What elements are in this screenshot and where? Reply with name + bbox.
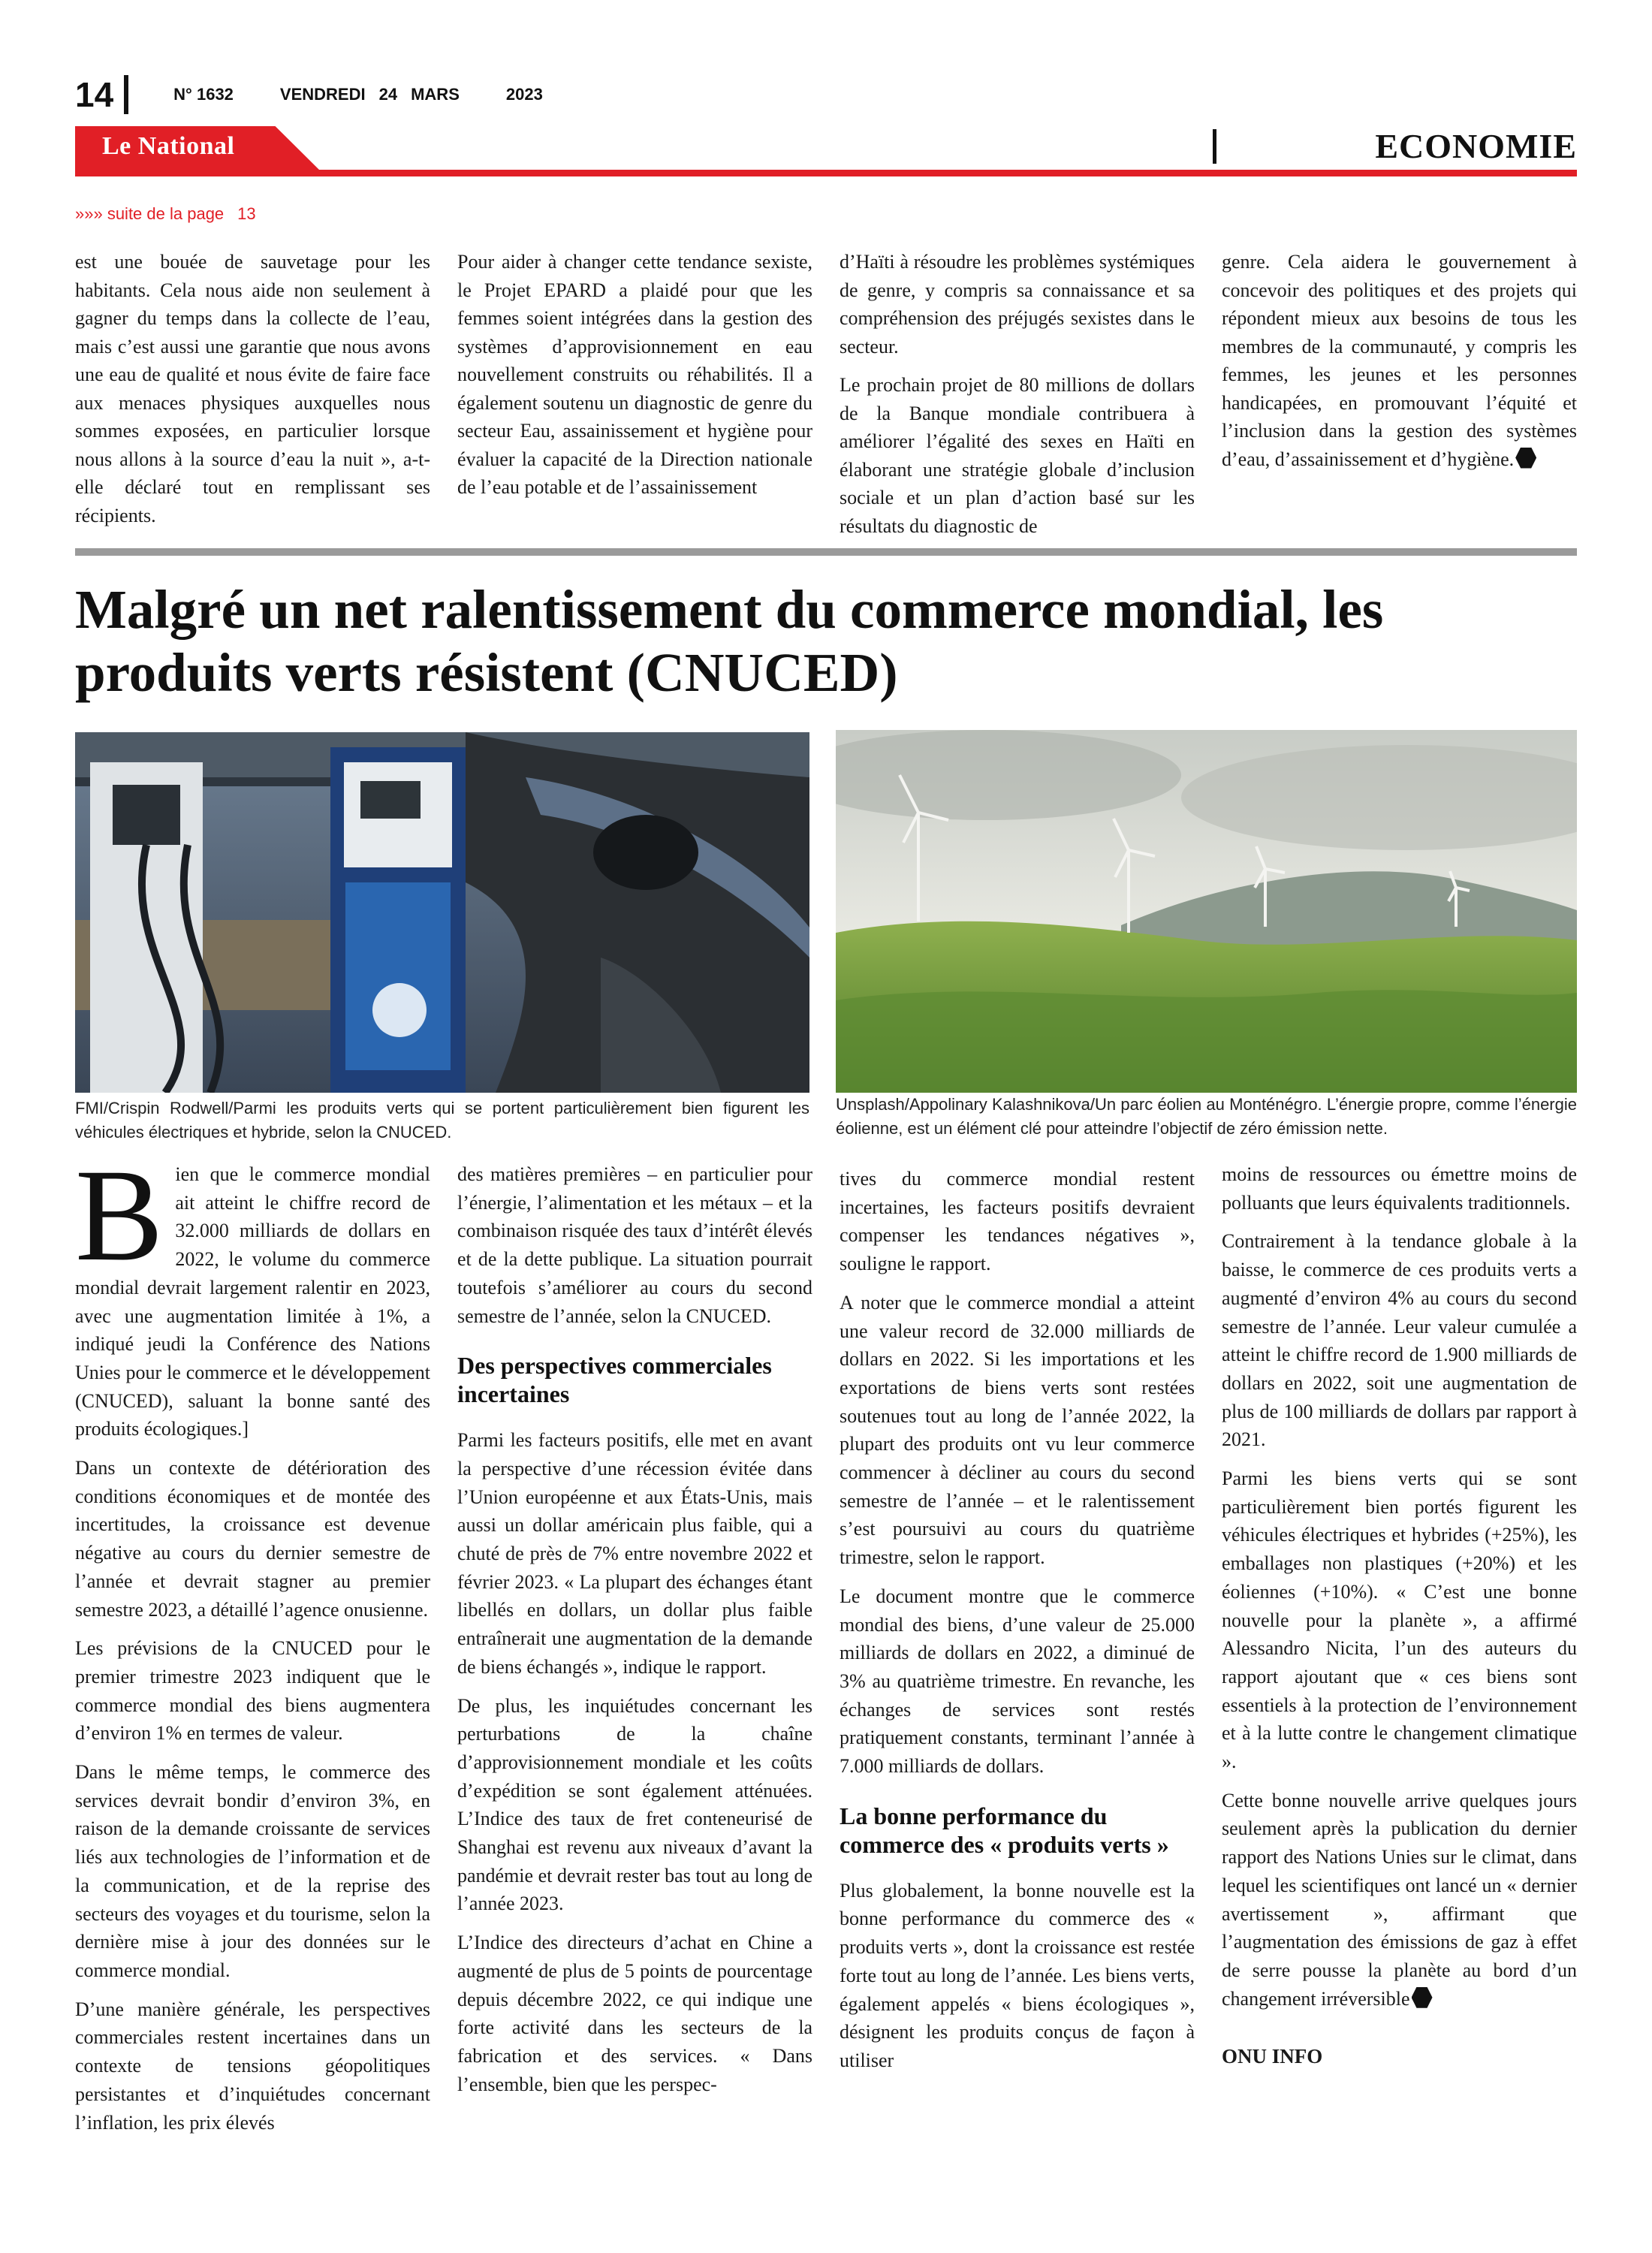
paragraph-text: Cette bonne nouvelle arrive quelques jours seulement après la publication du dernier rapport des Nations Unies sur le climat, dans lequel les scientifiques ont lancé un « dernier avertissement », affirmant que l’augmentation des émissions de gaz à effet de serre pousse la planète au bord d’un changement irréversible bbox=[1222, 1789, 1577, 2010]
paragraph: moins de ressources ou émettre moins de polluants que leurs équivalents traditionnels. bbox=[1222, 1163, 1577, 1214]
paragraph-text: genre. Cela aidera le gouvernement à concevoir des politiques et des projets qui répondent mieux aux besoins de tous les membres de la communauté, y compris les femmes, les jeunes et les personnes handicapées, en promouvant l’équité et l’inclusion dans la gestion des systèmes d’eau, d’assainissement et d’hygiène. bbox=[1222, 251, 1577, 470]
paragraph: tives du commerce mondial restent incertaines, les facteurs positifs devraient compenser les tendances négatives », souligne le rapport. bbox=[840, 1168, 1195, 1275]
previous-article-column-1 bbox=[75, 248, 430, 550]
subheading: Des perspectives commerciales incertaines bbox=[457, 1352, 772, 1408]
paragraph bbox=[1222, 1787, 1577, 2013]
brand-strip bbox=[75, 126, 1577, 177]
subheading: La bonne performance du commerce des « produits verts » bbox=[840, 1802, 1169, 1858]
article-column-2 bbox=[457, 1160, 812, 2147]
article-headline: Malgré un net ralentissement du commerce mondial, les produits verts résistent (CNUCED) bbox=[75, 579, 1384, 703]
paragraph: Contrairement à la tendance globale à la baisse, le commerce de ces produits verts a augmenté d’environ 4% au cours du second semestre de l’année. Leur valeur cumulée a atteint le chiffre record de 1.900 milliards de dollars en 2022, soit une augmentation de plus de 100 milliards de dollars par rapport à 2021. bbox=[1222, 1230, 1577, 1451]
paragraph: A noter que le commerce mondial a atteint une valeur record de 32.000 milliards de dollars en 2022. Si les importations et les exportations de biens verts sont restées soutenues tout au long de l’année 2022, la plupart des produits ont vu leur commerce commencer à décliner au cours du second semestre de l’année – et le ralentissement s’est poursuivi au cours du quatrième trimestre, selon le rapport. bbox=[840, 1291, 1195, 1569]
paragraph: Pour aider à changer cette tendance sexiste, le Projet EPARD a plaidé pour que les femmes soient intégrées dans la gestion des systèmes d’approvisionnement en eau nouvellement construits ou réhabilités. Il a également soutenu un diagnostic de genre du secteur Eau, assainissement et hygiène pour évaluer la capacité de la Direction nationale de l’eau potable et de l’assainissement bbox=[457, 251, 812, 498]
previous-article-column-3 bbox=[840, 248, 1195, 550]
issue-info bbox=[173, 85, 543, 104]
continued-page-ref: 13 bbox=[237, 204, 256, 223]
drop-cap: B bbox=[75, 1142, 164, 1289]
end-of-article-icon bbox=[1515, 448, 1536, 469]
paragraph: est une bouée de sauvetage pour les habitants. Cela nous aide non seulement à gagner du temps dans la collecte de l’eau, mais c’est aussi une garantie que nous avons une eau de qualité et nous évite de faire face aux menaces physiques auxquelles nous sommes exposées, en particulier lorsque nous allons à la source d’eau la nuit », a-t-elle déclaré tout en remplissant ses récipients. bbox=[75, 251, 430, 526]
article-column-4 bbox=[1222, 1160, 1577, 2147]
paragraph: De plus, les inquiétudes concernant les perturbations de la chaîne d’approvisionnement mondiale et les coûts d’expédition se sont également atténuées. L’Indice des taux de fret conteneurisé de Shanghai est revenu aux niveaux d’avant la pandémie et devrait rester bas tout au long de l’année 2023. bbox=[457, 1694, 812, 1915]
section-name: ECONOMIE bbox=[1375, 127, 1577, 165]
end-of-article-icon bbox=[1412, 1987, 1433, 2008]
issue-weekday: VENDREDI bbox=[279, 85, 366, 104]
paragraph-text: ien que le commerce mondial ait atteint le chiffre record de 32.000 milliards de dollars en 2022, le volume du commerce mondial devrait largement ralentir en 2023, avec une augmentation limitée à 1%, a indiqué jeudi la Conférence des Nations Unies pour le commerce et le développement (CNUCED), saluant la bonne santé des produits écologiques.] bbox=[75, 1163, 430, 1440]
paragraph: Le prochain projet de 80 millions de dollars de la Banque mondiale contribuera à améliorer l’égalité des sexes en Haïti en élaborant une stratégie globale d’inclusion sociale et un plan d’action basé sur les résultats du diagnostic de bbox=[840, 374, 1195, 537]
article-column-3 bbox=[840, 1160, 1195, 2147]
issue-date bbox=[280, 85, 460, 104]
previous-article-column-2 bbox=[457, 248, 812, 550]
previous-article-column-4 bbox=[1222, 248, 1577, 550]
article-column-1 bbox=[75, 1142, 430, 2147]
paragraph: Le document montre que le commerce mondial des biens, d’une valeur de 25.000 milliards de dollars en 2022, a diminué de 3% au quatrième trimestre. En revanche, les échanges de services sont restés pratiquement constants, terminant l’année à 7.000 milliards de dollars. bbox=[840, 1585, 1195, 1778]
paragraph: Plus globalement, la bonne nouvelle est la bonne performance du commerce des « produits verts », dont la croissance est restée forte tout au long de l’année. Les biens verts, également appelés « biens écologiques », désignent les produits conçus de façon à utiliser bbox=[840, 1879, 1195, 2071]
paragraph: D’une manière générale, les perspectives commerciales restent incertaines dans un contexte de tensions géopolitiques persistantes et d’inquiétudes concernant l’inflation, les prix élevés bbox=[75, 1998, 430, 2134]
paragraph bbox=[1222, 248, 1577, 473]
continued-from bbox=[75, 204, 256, 224]
wind-farm-photo bbox=[836, 730, 1577, 1093]
brand-rule bbox=[75, 170, 1577, 176]
issue-number: N° 1632 bbox=[173, 85, 234, 104]
paragraph: L’Indice des directeurs d’achat en Chine a augmenté de plus de 5 points de pourcentage depuis décembre 2022, ce qui indique une forte activité dans les secteurs de la fabrication et des services. « Dans l’ensemble, bien que les perspec- bbox=[457, 1932, 812, 2095]
paragraph: Parmi les biens verts qui se sont particulièrement bien portés figurent les véhicules électriques et hybrides (+25%), les emballages non plastiques (+20%) et les éoliennes (+10%). « C’est une bonne nouvelle pour la planète », a affirmé Alessandro Nicita, l’un des auteurs du rapport ajoutant que « ces biens sont essentiels à la protection de l’environnement et à la lutte contre le changement climatique ». bbox=[1222, 1467, 1577, 1773]
previous-article-columns bbox=[75, 248, 1577, 550]
issue-year: 2023 bbox=[505, 85, 543, 104]
brand-name: Le National bbox=[102, 132, 235, 160]
paragraph: Parmi les facteurs positifs, elle met en avant la perspective d’une récession évitée dans l’Union européenne et aux États-Unis, mais aussi un dollar américain plus faible, qui a chuté de près de 7% entre novembre 2022 et février 2023. « La plupart des échanges étant libellés en dollars, un dollar plus faible entraînerait une augmentation de la demande de biens échangés », indique le rapport. bbox=[457, 1429, 812, 1678]
paragraph bbox=[75, 1142, 430, 1443]
article-body bbox=[75, 1142, 1577, 2147]
article-byline: ONU INFO bbox=[1222, 2045, 1323, 2068]
page-header bbox=[75, 72, 1577, 117]
page-number: 14 bbox=[75, 75, 114, 114]
article-divider bbox=[75, 548, 1577, 556]
section-divider bbox=[1213, 129, 1216, 164]
paragraph: Les prévisions de la CNUCED pour le premier trimestre 2023 indiquent que le commerce mondial des biens augmentera d’environ 1% en termes de valeur. bbox=[75, 1637, 430, 1745]
photo-caption-wind: Unsplash/Appolinary Kalashnikova/Un parc éolien au Monténégro. L’énergie propre, comme l’énergie éolienne, est un élément clé pour atteindre l’objectif de zéro émission nette. bbox=[836, 1095, 1577, 1138]
paragraph: d’Haïti à résoudre les problèmes systémiques de genre, y compris sa connaissance et sa compréhension des préjugés sexistes dans le secteur. bbox=[840, 251, 1195, 357]
paragraph: Dans le même temps, le commerce des services devrait bondir d’environ 3%, en raison de la demande croissante de services liés aux technologies de l’information et de la communication, et de la reprise des secteurs des voyages et du tourisme, selon la dernière mise à jour des données sur le commerce mondial. bbox=[75, 1761, 430, 1981]
issue-month: MARS bbox=[411, 85, 460, 104]
paragraph: Dans un contexte de détérioration des conditions économiques et de montée des incertitudes, la croissance est devenue négative au cours du dernier semestre de l’année et devrait stagner au premier semestre 2023, a détaillé l’agence onusienne. bbox=[75, 1457, 430, 1621]
page-number-divider bbox=[124, 75, 128, 114]
photo-caption-ev: FMI/Crispin Rodwell/Parmi les produits verts qui se portent particulièrement bien figurent les véhicules électriques et hybride, selon la CNUCED. bbox=[75, 1099, 809, 1142]
issue-day: 24 bbox=[378, 85, 398, 104]
paragraph: des matières premières – en particulier pour l’énergie, l’alimentation et les métaux – et la combinaison risquée des taux d’intérêt élevés et de la dette publique. La situation pourrait toutefois s’améliorer au cours du second semestre de l’année, selon la CNUCED. bbox=[457, 1163, 812, 1327]
ev-charging-station-photo bbox=[75, 732, 809, 1093]
continued-label: »»» suite de la page bbox=[75, 204, 225, 223]
